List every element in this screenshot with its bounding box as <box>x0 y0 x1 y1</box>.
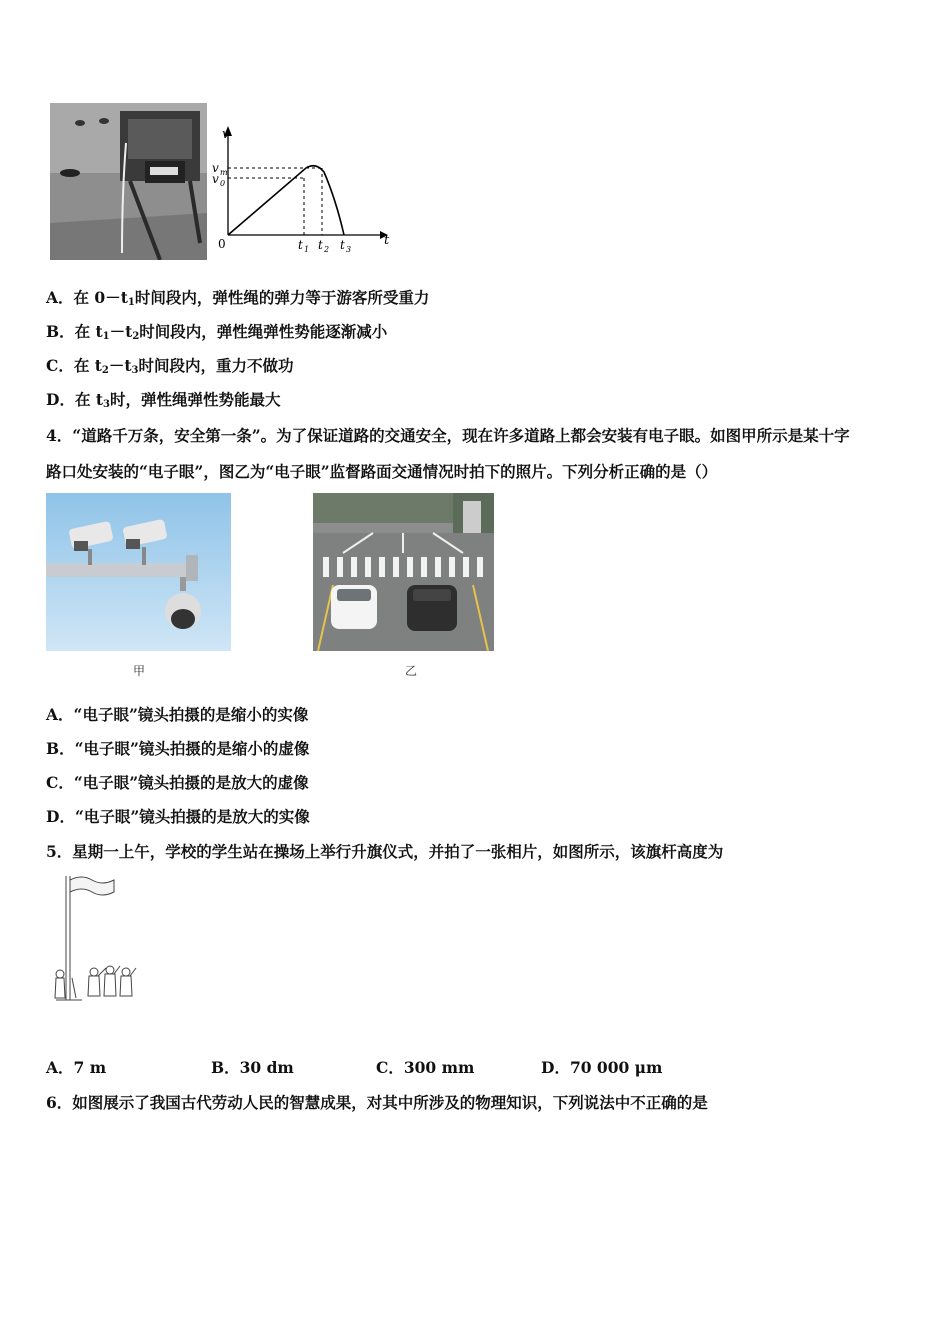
traffic-photo <box>313 493 494 651</box>
q5-option-b: B．30 dm <box>211 1058 294 1077</box>
camera-photo <box>46 493 231 651</box>
q4-option-a: A．“电子眼”镜头拍摄的是缩小的实像 <box>46 705 309 724</box>
graph-t3: t <box>340 238 345 252</box>
q6-stem: 6．如图展示了我国古代劳动人民的智慧成果，对其中所涉及的物理知识，下列说法中不正确的是 <box>46 1093 708 1112</box>
graph-vm-sub: m <box>220 168 228 177</box>
q5-option-c: C．300 mm <box>376 1058 475 1077</box>
q5-option-d: D．70 000 μm <box>541 1058 663 1077</box>
graph-x-label: t <box>384 233 390 248</box>
q3-option-b: B．在 $t_1-t_2$时间段内，弹性绳弹性势能逐渐减小 <box>46 322 388 342</box>
bungee-photo <box>50 103 207 260</box>
flagpole-drawing <box>52 870 144 1006</box>
q3-option-c: C．在 $t_2-t_3$时间段内，重力不做功 <box>46 356 294 376</box>
graph-vm: v <box>212 161 219 175</box>
q5-option-a: A．7 m <box>46 1058 107 1077</box>
q4-option-d: D．“电子眼”镜头拍摄的是放大的实像 <box>46 807 310 826</box>
graph-t2: t <box>318 238 323 252</box>
q4-option-c: C．“电子眼”镜头拍摄的是放大的虚像 <box>46 773 309 792</box>
graph-t1-sub: 1 <box>304 245 310 254</box>
q3-option-d: D．在 $t_3$时，弹性绳弹性势能最大 <box>46 390 281 410</box>
graph-t3-sub: 3 <box>346 245 352 254</box>
graph-y-label: v <box>222 127 230 142</box>
graph-v0-sub: 0 <box>220 179 226 188</box>
q4-option-b: B．“电子眼”镜头拍摄的是缩小的虚像 <box>46 739 310 758</box>
q3-option-a: A．在 $0-t_1$时间段内，弹性绳的弹力等于游客所受重力 <box>46 288 430 308</box>
graph-origin: 0 <box>218 237 226 251</box>
caption-jia: 甲 <box>133 664 146 678</box>
caption-yi: 乙 <box>405 664 418 678</box>
q5-stem: 5．星期一上午，学校的学生站在操场上举行升旗仪式，并拍了一张相片，如图所示，该旗杆高度为 <box>46 842 724 861</box>
graph-t2-sub: 2 <box>324 245 330 254</box>
q4-stem-line1: 4．“道路千万条，安全第一条”。为了保证道路的交通安全，现在许多道路上都会安装有电子眼。如图甲所示是某十字 <box>46 426 850 445</box>
graph-t1: t <box>298 238 303 252</box>
velocity-time-graph <box>212 120 392 260</box>
q4-stem-line2: 路口处安装的“电子眼”，图乙为“电子眼”监督路面交通情况时拍下的照片。下列分析正确的是（） <box>46 462 718 481</box>
graph-v0: v <box>212 172 219 186</box>
